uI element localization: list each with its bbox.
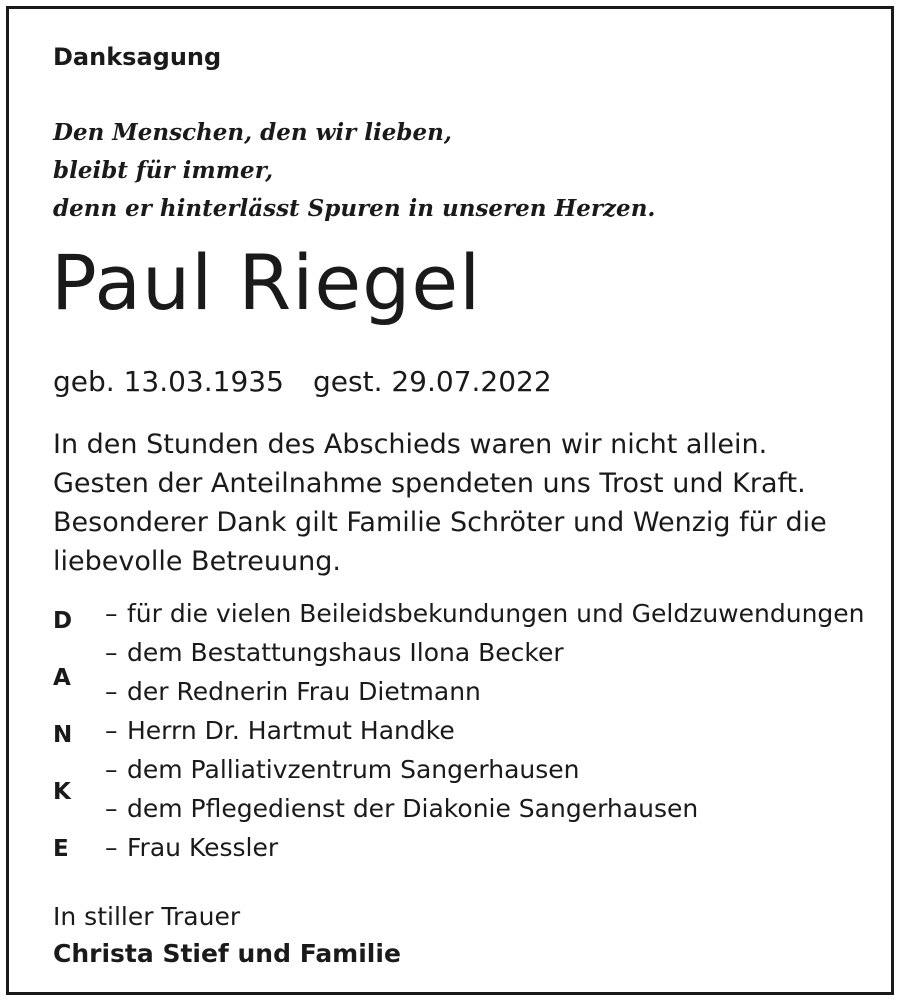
thanks-item-5: dem Palliativzentrum Sangerhausen bbox=[127, 755, 580, 784]
thanks-item-6: dem Pflegedienst der Diakonie Sangerhausen bbox=[127, 794, 699, 823]
danke-letter-d: D bbox=[53, 608, 73, 634]
danke-letter-n: N bbox=[53, 722, 73, 748]
thanks-dash: – bbox=[105, 833, 118, 862]
closing-line: In stiller Trauer bbox=[53, 902, 241, 931]
thanks-item-7: Frau Kessler bbox=[127, 833, 279, 862]
notice-frame bbox=[6, 6, 894, 995]
birth-date: geb. 13.03.1935 bbox=[53, 365, 284, 398]
deceased-name: Paul Riegel bbox=[51, 238, 482, 327]
thanks-dash: – bbox=[105, 794, 118, 823]
danke-letter-a: A bbox=[53, 665, 71, 691]
message-line-2: Gesten der Anteilnahme spendeten uns Trost und Kraft. bbox=[53, 468, 806, 499]
thanks-dash: – bbox=[105, 638, 118, 667]
thanks-item-2: dem Bestattungshaus Ilona Becker bbox=[127, 638, 564, 667]
message-line-1: In den Stunden des Abschieds waren wir nicht allein. bbox=[53, 429, 768, 460]
death-date: gest. 29.07.2022 bbox=[313, 365, 552, 398]
message-line-4: liebevolle Betreuung. bbox=[53, 546, 341, 577]
thanks-item-4: Herrn Dr. Hartmut Handke bbox=[127, 716, 455, 745]
verse-line-2: bleibt für immer, bbox=[53, 157, 274, 184]
thanks-dash: – bbox=[105, 677, 118, 706]
thanks-item-1: für die vielen Beileidsbekundungen und Geldzuwendungen bbox=[127, 599, 865, 628]
notice-heading: Danksagung bbox=[53, 43, 222, 71]
message-line-3: Besonderer Dank gilt Familie Schröter und Wenzig für die bbox=[53, 507, 827, 538]
thanks-dash: – bbox=[105, 599, 118, 628]
signature: Christa Stief und Familie bbox=[53, 939, 401, 968]
thanks-item-3: der Rednerin Frau Dietmann bbox=[127, 677, 481, 706]
thanks-dash: – bbox=[105, 716, 118, 745]
verse-line-3: denn er hinterlässt Spuren in unseren Herzen. bbox=[53, 195, 656, 222]
thanks-dash: – bbox=[105, 755, 118, 784]
danke-letter-k: K bbox=[53, 779, 71, 805]
danke-letter-e: E bbox=[53, 836, 69, 862]
verse-line-1: Den Menschen, den wir lieben, bbox=[53, 119, 452, 146]
